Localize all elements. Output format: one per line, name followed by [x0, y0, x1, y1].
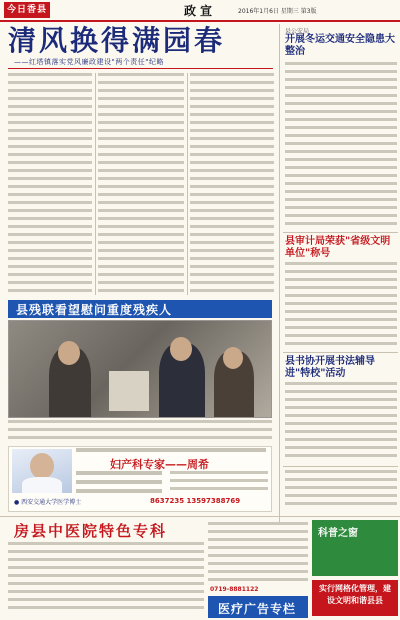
bottom-ad-body	[8, 542, 204, 614]
photo-feature-title: 县残联看望慰问重度残疾人	[16, 303, 173, 317]
section-name: 政宣	[184, 4, 217, 18]
right-divider	[283, 232, 398, 233]
column-divider	[187, 73, 188, 295]
bottom-ad-hotline: 0719-8881122	[210, 586, 259, 593]
hospital-ad-school: ● 西安交通大学医学博士	[14, 499, 82, 506]
headline: 清风换得满园春	[8, 24, 226, 57]
university-icon: ●	[14, 499, 20, 506]
subheadline: ——红塔镇落实党风廉政建设"两个责任"纪略	[14, 58, 164, 66]
right-story-1-body	[285, 62, 397, 230]
right-divider	[283, 352, 398, 353]
right-story-3-title: 县书协开展书法辅导进"特校"活动	[285, 356, 375, 379]
science-window-title: 科普之窗	[318, 528, 358, 539]
right-story-1-title: 开展冬运交通安全隐患大整治	[285, 34, 395, 57]
hospital-services	[76, 471, 162, 498]
lead-article-column-1	[8, 73, 92, 295]
hospital-kicker	[76, 448, 266, 452]
hospital-ad-title: 妇产科专家——周希	[110, 458, 209, 471]
column-divider	[95, 73, 96, 295]
photo-caption	[8, 420, 272, 444]
bottom-ad-notice	[208, 522, 308, 582]
right-story-2-title: 县审计局荣获"省级文明单位"称号	[285, 236, 391, 259]
doctor-photo	[12, 449, 72, 493]
newspaper-logo: 今日香县	[4, 2, 50, 18]
news-photo-visit	[8, 320, 272, 418]
hospital-ad-phone: 8637235 13597388769	[150, 497, 241, 505]
bottom-ad-rule	[0, 516, 400, 517]
hospital-ad-text	[170, 471, 268, 493]
right-story-1-kicker: 县公安局	[285, 28, 310, 35]
right-divider	[283, 466, 398, 467]
lead-article-column-2	[98, 73, 184, 295]
main-right-divider	[279, 24, 280, 524]
headline-rule	[8, 68, 273, 69]
lead-article-column-3	[190, 73, 274, 295]
medical-ad-banner-label: 医疗广告专栏	[218, 602, 297, 616]
civic-slogan-banner: 实行网格化管理，建设文明和谐县县	[312, 580, 398, 616]
dateline: 2016年1月6日 星期三 第3版	[238, 8, 317, 15]
bottom-ad-title: 房县中医院特色专科	[14, 522, 168, 540]
right-brief	[285, 470, 397, 510]
right-story-3-body	[285, 382, 397, 462]
right-story-2-body	[285, 262, 397, 348]
